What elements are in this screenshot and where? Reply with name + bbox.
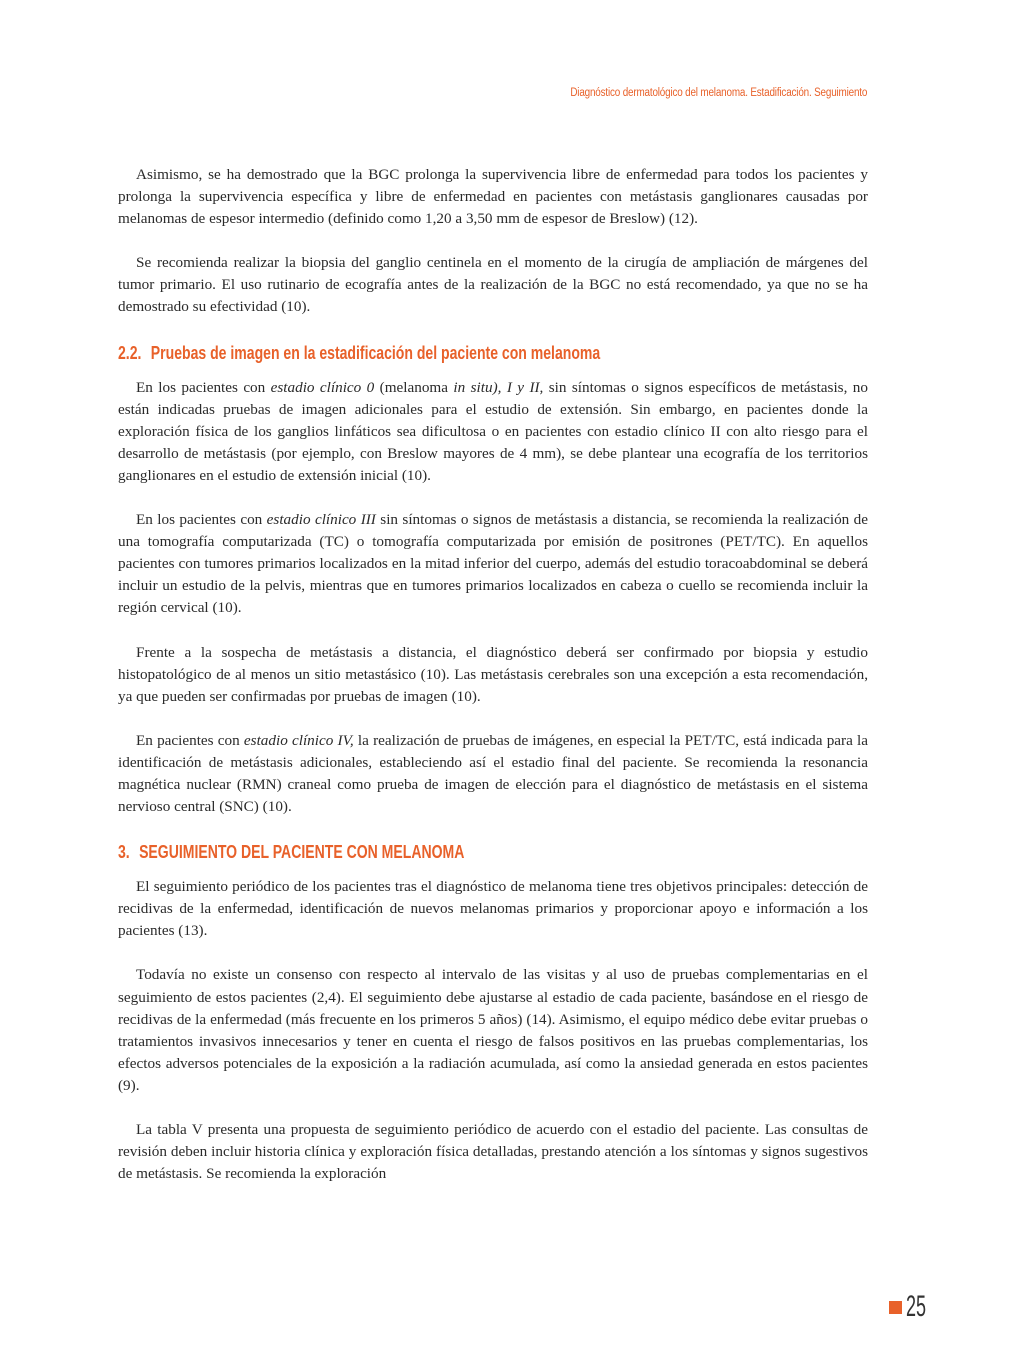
paragraph-follow-up-objectives: El seguimiento periódico de los pacientes tras el diagnóstico de melanoma tiene tres objetivos principales: detección de recidivas de la enfermedad, identificación de nuevos melanomas primarios y proporcionar apoyo e información a los pacientes (13).: [118, 878, 868, 940]
page-number: [889, 1290, 939, 1324]
paragraph-table-v: La tabla V presenta una propuesta de seguimiento periódico de acuerdo con el estadio del paciente. Las consultas de revisión deben incluir historia clínica y exploración física detalladas, prestando atención a los síntomas y signos sugestivos de metástasis. Se recomienda la exploración: [118, 1121, 868, 1183]
page-body: [118, 164, 868, 1207]
paragraph-distant-metastasis: Frente a la sospecha de metástasis a distancia, el diagnóstico deberá ser confirmado por biopsia y estudio histopatológico de al menos un sitio metastásico (10). Las metástasis cerebrales son una excepción a esta recomendación, ya que pueden ser confirmadas por pruebas de imagen (10).: [118, 643, 868, 705]
italic-run: estadio clínico IV,: [243, 731, 354, 749]
page-number-digits: 25: [906, 1290, 927, 1323]
paragraph-bgc-survival: Asimismo, se ha demostrado que la BGC prolonga la supervivencia libre de enfermedad para todos los pacientes y prolonga la supervivencia específica y libre de enfermedad en pacientes con metástasis ganglionares causadas por melanomas de espesor intermedio (definido como 1,20 a 3,50 mm de espesor de Breslow) (12).: [118, 166, 868, 228]
text-run: En los pacientes con: [136, 511, 267, 529]
section-number: 3.: [118, 842, 130, 863]
paragraph-stage-iv: [118, 730, 868, 818]
text-run: En los pacientes con: [136, 378, 271, 396]
italic-run: in situ), I y II,: [453, 378, 544, 396]
paragraph-stage-0-ii: [118, 377, 868, 487]
section-heading-2-2: [118, 341, 703, 365]
paragraph-sentinel-biopsy: Se recomienda realizar la biopsia del ganglio centinela en el momento de la cirugía de ampliación de márgenes del tumor primario. El uso rutinario de ecografía antes de la realización de la BGC no está recomendado, ya que no se ha demostrado su efectividad (10).: [118, 254, 868, 316]
text-run: (melanoma: [374, 378, 454, 396]
orange-square-icon: [889, 1301, 902, 1314]
text-run: En pacientes con: [136, 731, 244, 749]
section-title: SEGUIMIENTO DEL PACIENTE CON MELANOMA: [139, 842, 465, 863]
paragraph-no-consensus: Todavía no existe un consenso con respecto al intervalo de las visitas y al uso de pruebas complementarias en el seguimiento de estos pacientes (2,4). El seguimiento debe ajustarse al estadio de cada paciente, basándose en el riesgo de recidivas de la enfermedad (más frecuente en los primeros 5 años) (14). Asimismo, el equipo médico debe evitar pruebas o tratamientos invasivos innecesarios y tener en cuenta el riesgo de falsos positivos en las pruebas complementarias, los efectos adversos potenciales de la exposición a la radiación acumulada, así como la ansiedad generada en estos pacientes (9).: [118, 966, 868, 1094]
text-run: sin síntomas o signos específicos de metástasis, no están indicadas pruebas de imagen adicionales para el estudio de extensión. Sin embargo, en pacientes donde la exploración física de los ganglios linfáticos sea dificultosa o en pacientes con estadio clínico II con alto riesgo para el desarrollo de metástasis (por ejemplo, con Breslow mayores de 4 mm), se debe plantear una ecografía de los territorios ganglionares en el estudio de extensión inicial (10).: [118, 378, 868, 484]
italic-run: estadio clínico III: [266, 511, 376, 529]
section-heading-3: [118, 840, 703, 864]
text-run: sin síntomas o signos de metástasis a distancia, se recomienda la realización de una tomografía computarizada (TC) o tomografía computarizada por emisión de positrones (PET/TC). En aquellos pacientes con tumores primarios localizados en la mitad inferior del cuerpo, además del estudio toracoabdominal se deberá incluir un estudio de la pelvis, mientras que en tumores primarios localizados en cabeza o cuello se recomienda incluir la región cervical (10).: [118, 511, 869, 617]
running-header: Diagnóstico dermatológico del melanoma. Estadificación. Seguimiento: [570, 87, 867, 99]
section-number: 2.2.: [118, 342, 142, 363]
section-title: Pruebas de imagen en la estadificación del paciente con melanoma: [150, 342, 601, 363]
italic-run: estadio clínico 0: [270, 378, 375, 396]
text-run: la realización de pruebas de imágenes, en especial la PET/TC, está indicada para la identificación de metástasis adicionales, estableciendo así el estadio final del paciente. Se recomienda la resonancia magnética nuclear (RMN) craneal como prueba de imagen de elección para el diagnóstico de metástasis en el sistema nervioso central (SNC) (10).: [118, 731, 868, 816]
paragraph-stage-iii: [118, 509, 868, 619]
